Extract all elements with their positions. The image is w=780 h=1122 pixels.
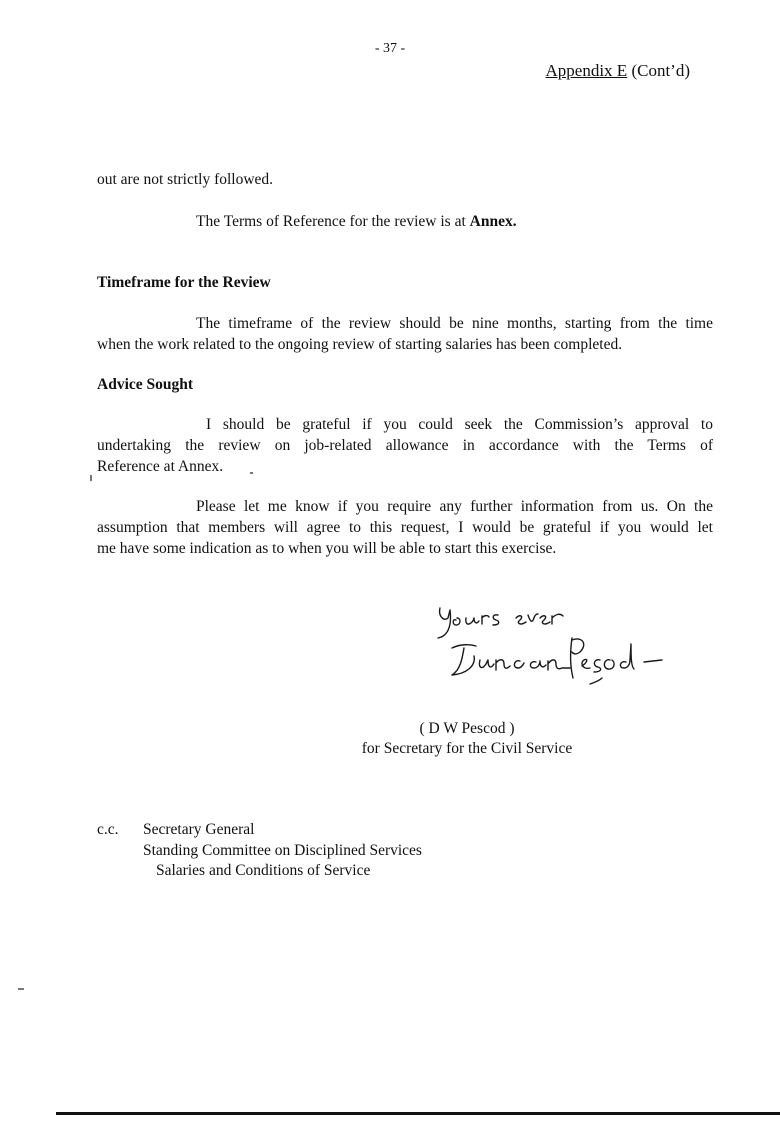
terms-of-reference-text — [196, 212, 517, 232]
signatory-name: ( D W Pescod ) — [419, 720, 515, 737]
continuation-text: out are not strictly followed. — [97, 171, 274, 188]
bottom-border-line — [56, 1112, 780, 1115]
advice-paragraph-line-2: undertaking the review on job-related allowance in accordance with the Terms of — [97, 437, 713, 454]
advice-paragraph-line-3: Reference at Annex. — [97, 458, 224, 475]
cc-label: c.c. — [97, 821, 119, 838]
appendix-label — [546, 61, 690, 81]
scan-speck — [250, 472, 253, 474]
advice-paragraph-line-1: I should be grateful if you could seek the Commission’s approval to — [206, 416, 713, 433]
annex-reference: Annex. — [469, 213, 517, 230]
timeframe-heading: Timeframe for the Review — [97, 274, 271, 291]
request-paragraph-line-1: Please let me know if you require any further information from us. On the — [196, 498, 713, 515]
appendix-suffix: (Cont’d) — [627, 61, 690, 80]
appendix-title: Appendix E — [545, 61, 628, 80]
cc-recipient-line-1: Secretary General — [143, 821, 255, 838]
timeframe-paragraph-line-1: The timeframe of the review should be nine months, starting from the time — [196, 315, 713, 332]
handwritten-signature — [430, 600, 680, 700]
request-paragraph-line-3: me have some indication as to when you will be able to start this exercise. — [97, 540, 557, 557]
cc-recipient-line-2: Standing Committee on Disciplined Services — [143, 842, 422, 859]
scan-speck — [18, 988, 24, 990]
advice-heading: Advice Sought — [97, 376, 194, 393]
timeframe-paragraph-line-2: when the work related to the ongoing review of starting salaries has been completed. — [97, 336, 623, 353]
terms-text: The Terms of Reference for the review is at — [196, 213, 470, 230]
signatory-role: for Secretary for the Civil Service — [361, 740, 573, 757]
request-paragraph-line-2: assumption that members will agree to this request, I would be grateful if you would let — [97, 519, 713, 536]
cc-recipient-line-3: Salaries and Conditions of Service — [156, 862, 371, 879]
scan-speck — [90, 475, 92, 481]
page-number: - 37 - — [374, 41, 406, 56]
